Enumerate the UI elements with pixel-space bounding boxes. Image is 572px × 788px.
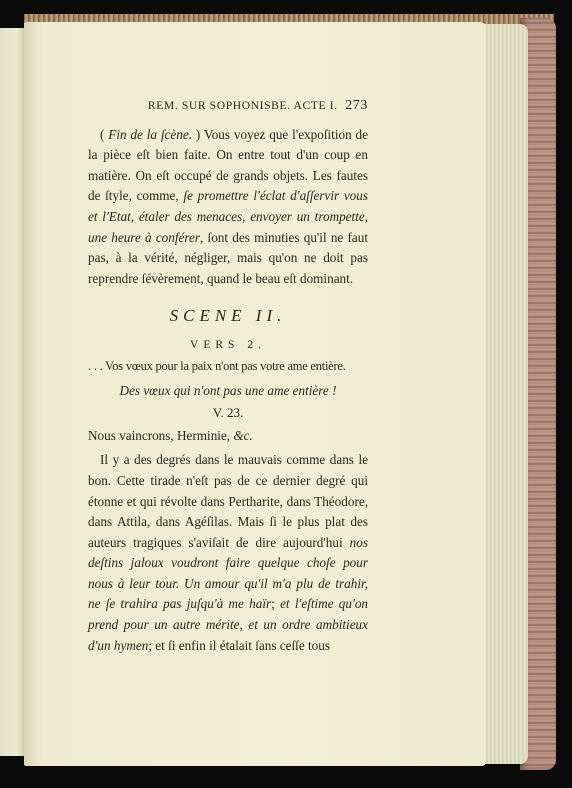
p2-text-b: ; bbox=[271, 596, 281, 612]
verse-quote: . . . Vos vœux pour la paix n'ont pas votre ame entière. bbox=[88, 358, 346, 373]
p1-italic-2: étaler des menaces bbox=[138, 208, 243, 224]
p1-text-c: , bbox=[130, 208, 139, 224]
verse-23-label: V. 23. bbox=[212, 405, 244, 421]
p1-text-b: ) Vous voyez que l'expoſition de la pièce eſt bien faite. On entre tout d'un coup en matière. On eſt occupé de grands objets. Les fautes de ſtyle, comme, bbox=[88, 126, 368, 204]
p1-italic-1: ſe promettre l'éclat d'aſſervir vous et l'Etat bbox=[88, 188, 369, 224]
lemma-etc: &c. bbox=[233, 427, 253, 443]
paragraph-1 bbox=[88, 125, 368, 290]
verse-critique: Des vœux qui n'ont pas une ame entière ! bbox=[119, 382, 337, 398]
verse-number-label: VERS 2. bbox=[190, 339, 266, 352]
running-head-title: REM. SUR SOPHONISBE. ACTE I. bbox=[147, 99, 338, 112]
page-stack-edges bbox=[484, 24, 528, 764]
scene-heading: SCENE II. bbox=[169, 306, 287, 326]
lemma-text: Nous vaincrons, Herminie, bbox=[88, 427, 234, 443]
running-head bbox=[102, 96, 368, 117]
p1-text-f: , ſont des minuties qu'il ne faut pas, à la vérité, négliger, mais qu'on ne doit pas reprendre ſévèrement, quand le beau eſt dominant. bbox=[88, 229, 369, 286]
p2-italic-2: et l'eſtime qu'on prend pour un autre mérite, et un ordre ambitieux d'un hymen bbox=[88, 596, 369, 653]
p2-text-a: Il y a des degrés dans le mauvais comme dans le bon. Cette tirade n'eſt pas de ce dernier degré qui étonne et qui révolte dans Pertharite, dans Théodore, dans Attila, dans Agéſilas. Mais ſi le plus plat des auteurs tragiques s'aviſait de dire aujourd'hui bbox=[88, 452, 368, 550]
p2-italic-1: nos deſtins jaloux voudront faire quelque choſe pour nous à leur tour. Un amour qu'il m'a plu de trahir, ne ſe trahira pas juſqu'à me haïr bbox=[88, 534, 368, 612]
page-text bbox=[88, 96, 368, 656]
p1-italic-3: envoyer un trompette bbox=[250, 208, 365, 224]
p1-italic-4: une heure à conférer bbox=[88, 229, 201, 245]
left-page-edge bbox=[0, 28, 24, 756]
page-number: 273 bbox=[345, 98, 368, 113]
p1-italic-fin: Fin de la ſcène. bbox=[108, 126, 192, 142]
p2-text-c: ; et ſi enfin il étalait ſans ceſſe tous bbox=[148, 637, 330, 653]
paragraph-2 bbox=[88, 450, 368, 656]
p1-text-a: ( bbox=[100, 126, 109, 142]
lemma-line bbox=[88, 426, 368, 447]
p1-text-d: , bbox=[242, 208, 251, 224]
p1-text-e: , bbox=[364, 208, 369, 224]
